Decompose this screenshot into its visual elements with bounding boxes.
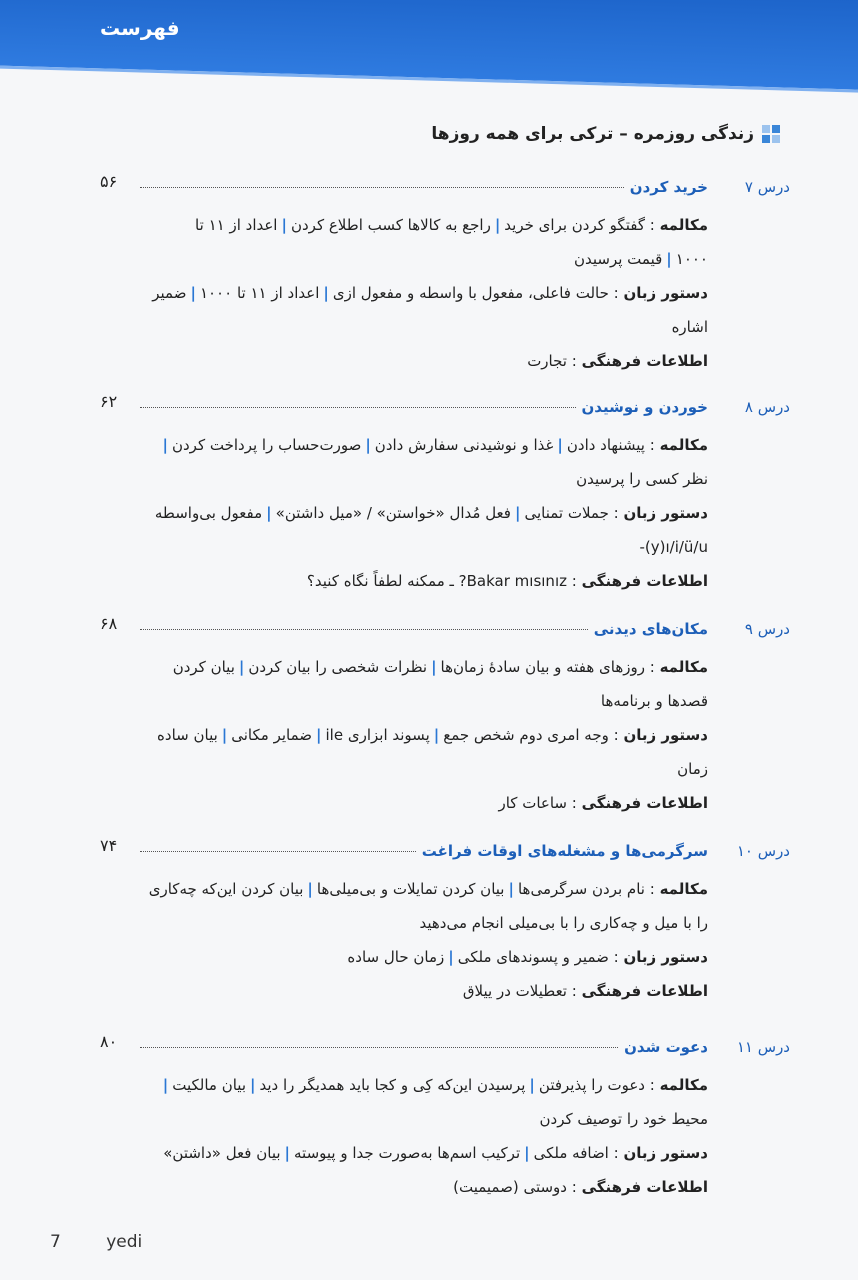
lesson-title[interactable]: خرید کردن: [629, 178, 708, 196]
lesson-part: دستور زبان : حالت فاعلی، مفعول با واسطه و مفعول ازی|اعداد از ۱۱ تا ۱۰۰۰|ضمیر اشاره: [152, 284, 708, 336]
part-item: نظر کسی را پرسیدن: [576, 470, 708, 488]
lesson-part: اطلاعات فرهنگی : ‎Bakar mısınız?‏ ـ ممکنه لطفاً نگاه کنید؟: [306, 572, 708, 590]
lesson-number: درس ۷: [744, 178, 790, 196]
separator: |: [524, 1144, 530, 1162]
part-item: بیان کردن تمایلات و بی‌میلی‌ها: [316, 880, 505, 898]
part-label: اطلاعات فرهنگی: [581, 352, 708, 370]
lesson-page: ۷۴: [100, 836, 118, 855]
part-item: فعل مُدال «خواستن» / «میل داشتن»: [275, 504, 511, 522]
part-label: دستور زبان: [623, 726, 708, 744]
footer: [50, 1232, 182, 1252]
part-label: مکالمه: [659, 880, 708, 898]
separator: |: [365, 436, 371, 454]
part-item: بیان مالکیت: [172, 1076, 246, 1094]
part-item: ضمیر اشاره: [152, 284, 708, 336]
part-item: بیان کردن قصدها و برنامه‌ها: [172, 658, 708, 710]
lesson-part: مکالمه : پیشنهاد دادن|غذا و نوشیدنی سفارش دادن|صورت‌حساب را پرداخت کردن|نظر کسی را پرسیدن: [162, 436, 708, 488]
lesson-page: ۵۶: [100, 172, 118, 191]
part-item: زمان حال ساده: [347, 948, 445, 966]
part-label: اطلاعات فرهنگی: [581, 572, 708, 590]
lesson-part: دستور زبان : ضمیر و پسوندهای ملکی|زمان حال ساده: [347, 948, 708, 966]
lesson-part: دستور زبان : جملات تمنایی|فعل مُدال «خواستن» / «میل داشتن»|مفعول بی‌واسطه ‎-(y)ı/i/ü/u: [154, 504, 708, 556]
part-label: اطلاعات فرهنگی: [581, 794, 708, 812]
part-item: بیان فعل «داشتن»: [163, 1144, 281, 1162]
part-label: دستور زبان: [623, 504, 708, 522]
part-item: وجه امری دوم شخص جمع: [443, 726, 609, 744]
lesson-entry: [100, 172, 790, 378]
separator: |: [514, 504, 521, 522]
part-label: اطلاعات فرهنگی: [581, 1178, 708, 1196]
part-item: اعداد از ۱۱ تا ۱۰۰۰: [199, 284, 320, 302]
part-item: نام بردن سرگرمی‌ها: [517, 880, 645, 898]
part-item: دعوت را پذیرفتن: [538, 1076, 645, 1094]
lesson-entry: [100, 1032, 790, 1204]
section-heading: [431, 124, 780, 144]
separator: |: [316, 726, 322, 744]
separator: |: [433, 726, 440, 744]
footer-page-number: 7: [50, 1232, 61, 1252]
grid-icon: [762, 125, 780, 143]
part-item: روزهای هفته و بیان سادهٔ زمان‌ها: [440, 658, 645, 676]
part-item: قیمت پرسیدن: [573, 250, 663, 268]
part-item: نظرات شخصی را بیان کردن: [248, 658, 428, 676]
lesson-part: مکالمه : گفتگو کردن برای خرید|راجع به کالاها کسب اطلاع کردن|اعداد از ۱۱ تا ۱۰۰۰|قیمت پرسیدن: [195, 216, 708, 268]
part-item: جملات تمنایی: [524, 504, 609, 522]
page-title: فهرست: [100, 16, 180, 40]
dot-leader: [140, 850, 416, 852]
part-label: مکالمه: [659, 658, 708, 676]
separator: |: [284, 1144, 291, 1162]
lesson-title[interactable]: خوردن و نوشیدن: [581, 398, 708, 416]
part-label: دستور زبان: [623, 1144, 708, 1162]
separator: |: [266, 504, 272, 522]
lesson-part: دستور زبان : وجه امری دوم شخص جمع|پسوند ابزاری ile|ضمایر مکانی|بیان ساده زمان: [157, 726, 708, 778]
part-label: دستور زبان: [623, 284, 708, 302]
part-item: صورت‌حساب را پرداخت کردن: [171, 436, 362, 454]
dot-leader: [140, 186, 624, 188]
separator: |: [190, 284, 196, 302]
part-item: پسوند ابزاری ile: [325, 726, 430, 744]
lesson-part: دستور زبان : اضافه ملکی|ترکیب اسم‌ها به‌صورت جدا و پیوسته|بیان فعل «داشتن»: [163, 1144, 708, 1162]
lesson-part: اطلاعات فرهنگی : تعطیلات در ییلاق: [462, 982, 708, 1000]
section-title: زندگی روزمره – ترکی برای همه روزها: [431, 124, 754, 144]
part-item: ‎Bakar mısınız?‏ ـ ممکنه لطفاً نگاه کنید؟: [306, 572, 567, 590]
part-item: ضمیر و پسوندهای ملکی: [457, 948, 609, 966]
separator: |: [557, 436, 563, 454]
footer-page-word: yedi: [106, 1232, 143, 1252]
lesson-part: اطلاعات فرهنگی : تجارت: [527, 352, 708, 370]
separator: |: [666, 250, 672, 268]
separator: |: [281, 216, 287, 234]
lesson-page: ۶۲: [100, 392, 118, 411]
separator: |: [323, 284, 329, 302]
lesson-entry: [100, 392, 790, 598]
separator: |: [162, 436, 168, 454]
lesson-part: مکالمه : دعوت را پذیرفتن|پرسیدن این‌که کِی و کجا باید همدیگر را دید|بیان مالکیت|محیط خود را توصیف کردن: [162, 1076, 708, 1128]
part-item: اضافه ملکی: [533, 1144, 609, 1162]
part-item: بیان کردن این‌که چه‌کاری را با میل و چه‌کاری را با بی‌میلی انجام می‌دهید: [148, 880, 708, 932]
lesson-title[interactable]: دعوت شدن: [624, 1038, 708, 1056]
header-band: [0, 0, 858, 93]
lesson-part: مکالمه : روزهای هفته و بیان سادهٔ زمان‌ها|نظرات شخصی را بیان کردن|بیان کردن قصدها و برنامه‌ها: [172, 658, 708, 710]
part-item: پرسیدن این‌که کِی و کجا باید همدیگر را دید: [259, 1076, 526, 1094]
part-item: اعداد از ۱۱ تا ۱۰۰۰: [195, 216, 708, 268]
part-item: حالت فاعلی، مفعول با واسطه و مفعول ازی: [332, 284, 609, 302]
part-item: مفعول بی‌واسطه ‎-(y)ı/i/ü/u: [154, 504, 708, 556]
separator: |: [238, 658, 245, 676]
lesson-title[interactable]: مکان‌های دیدنی: [593, 620, 708, 638]
part-item: تجارت: [527, 352, 567, 370]
part-label: اطلاعات فرهنگی: [581, 982, 708, 1000]
part-item: پیشنهاد دادن: [566, 436, 645, 454]
part-label: مکالمه: [659, 436, 708, 454]
separator: |: [494, 216, 501, 234]
part-item: دوستی (صمیمیت): [453, 1178, 567, 1196]
lesson-number: درس ۱۱: [736, 1038, 790, 1056]
lesson-part: اطلاعات فرهنگی : دوستی (صمیمیت): [453, 1178, 708, 1196]
lesson-part: مکالمه : نام بردن سرگرمی‌ها|بیان کردن تمایلات و بی‌میلی‌ها|بیان کردن این‌که چه‌کاری را با میل و چه‌کاری را با بی‌میلی انجام می‌دهید: [148, 880, 708, 932]
lesson-page: ۶۸: [100, 614, 118, 633]
part-item: ترکیب اسم‌ها به‌صورت جدا و پیوسته: [294, 1144, 521, 1162]
separator: |: [529, 1076, 535, 1094]
separator: |: [508, 880, 514, 898]
part-item: بیان ساده زمان: [157, 726, 708, 778]
part-item: راجع به کالاها کسب اطلاع کردن: [290, 216, 491, 234]
lesson-number: درس ۸: [744, 398, 790, 416]
lesson-number: درس ۹: [744, 620, 790, 638]
lesson-part: اطلاعات فرهنگی : ساعات کار: [498, 794, 708, 812]
separator: |: [448, 948, 454, 966]
part-item: محیط خود را توصیف کردن: [539, 1110, 708, 1128]
lesson-entry: [100, 614, 790, 820]
part-item: ضمایر مکانی: [231, 726, 313, 744]
separator: |: [431, 658, 437, 676]
dot-leader: [140, 628, 588, 630]
separator: |: [250, 1076, 256, 1094]
lesson-title[interactable]: سرگرمی‌ها و مشغله‌های اوقات فراغت: [421, 842, 708, 860]
part-item: غذا و نوشیدنی سفارش دادن: [374, 436, 554, 454]
part-label: مکالمه: [659, 216, 708, 234]
separator: |: [307, 880, 313, 898]
lesson-entry: [100, 836, 790, 1008]
part-item: ساعات کار: [498, 794, 567, 812]
part-label: دستور زبان: [623, 948, 708, 966]
part-label: مکالمه: [659, 1076, 708, 1094]
dot-leader: [140, 1046, 618, 1048]
separator: |: [221, 726, 228, 744]
dot-leader: [140, 406, 576, 408]
separator: |: [162, 1076, 169, 1094]
lesson-number: درس ۱۰: [736, 842, 790, 860]
part-item: گفتگو کردن برای خرید: [504, 216, 645, 234]
part-item: تعطیلات در ییلاق: [462, 982, 567, 1000]
lesson-page: ۸۰: [100, 1032, 118, 1051]
